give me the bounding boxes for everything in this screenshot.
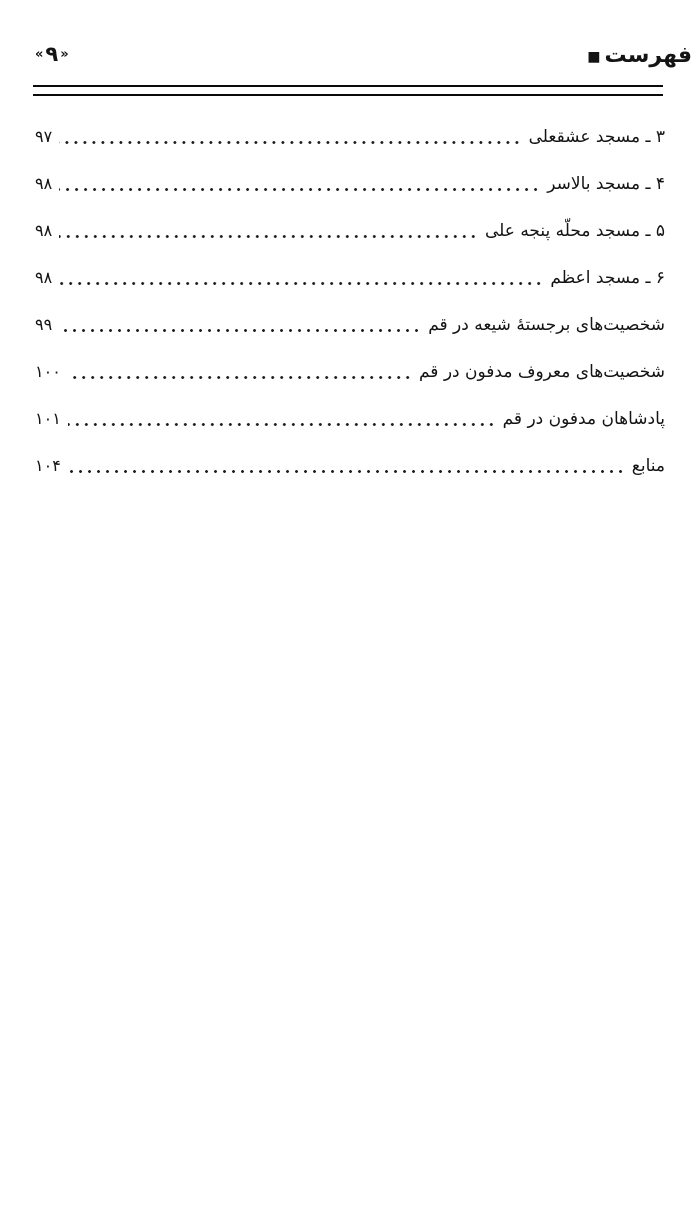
toc-entry-page-number: ۱۰۴ [35,456,61,475]
toc-entry [35,254,665,301]
square-bullet-icon: ■ [587,48,601,65]
open-guillemet: « [35,47,44,62]
toc-entry [35,113,665,160]
toc-entry [35,348,665,395]
toc-entry-title: ۵ ـ مسجد محلّه پنجه علی [484,220,665,241]
toc-entry [35,207,665,254]
toc-entry [35,442,665,489]
toc-entry-title: ۴ ـ مسجد بالاسر [547,173,665,194]
toc-entry-title: ۳ ـ مسجد عشقعلی [528,126,665,147]
header-page-number [35,42,69,66]
toc-list [35,113,665,489]
toc-entry-page-number: ۹۹ [35,315,53,334]
toc-entry-title: شخصیت‌های معروف مدفون در قم [418,361,665,382]
toc-entry-page-number: ۹۸ [35,268,53,287]
toc-entry-title: پادشاهان مدفون در قم [502,408,665,429]
toc-entry-page-number: ۱۰۱ [35,409,61,428]
toc-entry-page-number: ۹۸ [35,174,53,193]
page-header [35,36,692,68]
dot-leader [68,422,496,427]
header-title [587,43,692,68]
double-rule-divider [33,85,663,96]
dot-leader [59,234,478,239]
toc-entry-title: ۶ ـ مسجد اعظم [550,267,665,288]
dot-leader [59,187,540,192]
dot-leader [68,375,412,380]
dot-leader [59,328,421,333]
dot-leader [68,469,625,474]
toc-entry-title: شخصیت‌های برجستهٔ شیعه در قم [428,314,665,335]
header-title-text: فهرست [604,43,692,68]
toc-entry [35,395,665,442]
toc-entry [35,301,665,348]
dot-leader [59,140,521,145]
page-number-digit: ۹ [45,42,59,66]
toc-entry [35,160,665,207]
toc-entry-page-number: ۹۷ [35,127,53,146]
toc-entry-page-number: ۱۰۰ [35,362,61,381]
toc-entry-page-number: ۹۸ [35,221,53,240]
close-guillemet: » [60,47,69,62]
dot-leader [59,281,543,286]
toc-entry-title: منابع [631,455,665,476]
